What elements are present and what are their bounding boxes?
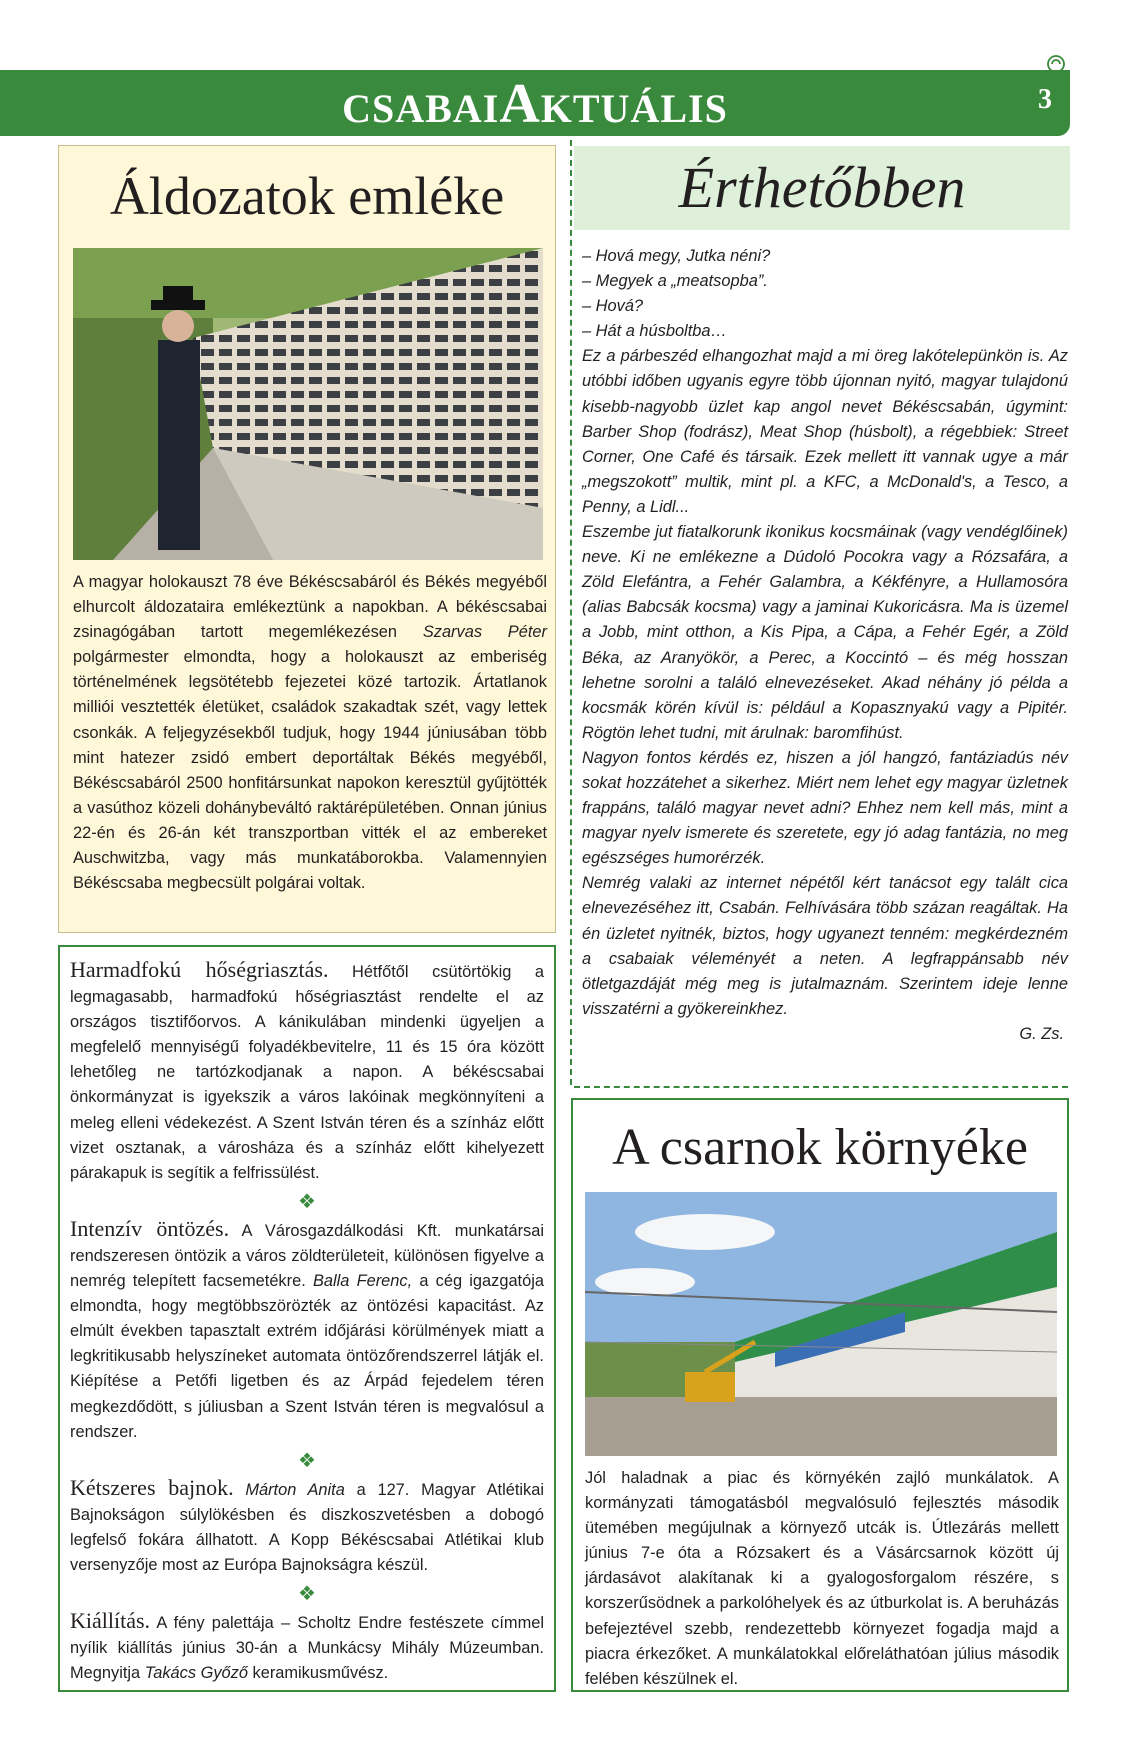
paragraph: Ez a párbeszéd elhangozhat majd a mi öreg lakótelepünkön is. Az utóbbi időben ugyanis egyre több újonnan nyitó, magyar tulajdonú kisebb-nagyobb üzlet kap angol nevet Békéscsabán, úgymint: Barber Shop (fodrász), Meat Shop (húsbolt), a régebbiek: Street Corner, One Café és társaik. Ezek mellett itt vannak ugye a már „megszokott” multik, mint pl. a KFC, a McDonald's, a Tesco, a Penny, a Lidl...	[582, 347, 1068, 516]
article-aldozatok	[58, 145, 556, 933]
author-signature: G. Zs.	[1019, 1024, 1064, 1043]
article-title: Áldozatok emléke	[109, 166, 505, 226]
article-body: A magyar holokauszt 78 éve Békéscsabáról és Békés megyéből elhurcolt áldozataira emlékeztünk a napokban. A békéscsabai zsinagógában tartott megemlékezésen Szarvas Péter polgármester elmondta, hogy a holokauszt az emberiség történelmének legsötétebb fejezetei közé tartozik. Ártatlanok milliói vesztették életüket, családok szakadtak szét, vagy lettek csonkák. A feljegyzésekből tudjuk, hogy 1944 júniusában több mint hatezer zsidó embert deportáltak Békés megyéből, Békéscsabáról 2500 honfitársunkat napokon keresztül gyűjtötték a vasúthoz közeli dohánybeváltó raktárépületében. Onnan június 22-én és 26-án két transzportban vitték el az embereket Auschwitzba, vagy más munkatáborokba. Valamennyien Békéscsaba megbecsült polgárai voltak.	[73, 573, 547, 893]
article-title: A csarnok környéke	[612, 1119, 1028, 1176]
article-ertethobben-header	[574, 146, 1070, 230]
diamond-separator-icon: ❖	[298, 1449, 316, 1472]
news-kicker: Kétszeres bajnok.	[70, 1474, 234, 1500]
masthead	[0, 70, 1070, 136]
dialogue-line: – Hát a húsboltba…	[582, 322, 727, 341]
news-kicker: Intenzív öntözés.	[70, 1215, 230, 1241]
news-item: Kétszeres bajnok. Márton Anita a 127. Magyar Atlétikai Bajnokságon súlylökésben és diszkoszvetésben a dobogó legfelső fokára állhatott. A Kopp Békéscsabai Atlétikai klub versenyzője most az Európa Bajnokságra készül.	[70, 1474, 544, 1574]
news-kicker: Kiállítás.	[70, 1608, 151, 1634]
news-kicker: Harmadfokú hőségriasztás.	[70, 957, 329, 982]
dialogue-line: – Hová?	[582, 297, 644, 316]
diamond-separator-icon: ❖	[298, 1583, 316, 1606]
news-item: Intenzív öntözés. A Városgazdálkodási Kft. munkatársai rendszeresen öntözik a város zöldterületeit, különösen figyelve a nemrég telepített facsemetékre. Balla Ferenc, a cég igazgatója elmondta, hogy megtöbbszörözték az öntözési kapacitást. Az elmúlt években tapasztalt extrém időjárási körülmények miatt a legkritikusabb helyszíneket automata öntözőrendszerrel látják el. Kiépítése a Petőfi ligetben és az Árpád fejedelem téren megkezdődött, s júliusban a Szent István téren is megvalósul a rendszer.	[70, 1215, 544, 1441]
paragraph: Eszembe jut fiatalkorunk ikonikus kocsmáinak (vagy vendéglőinek) neve. Ki ne emlékezne a Dúdoló Pocokra vagy a Rózsafára, a Zöld Elefántra, a Fehér Galambra, a Kékfényre, a Hullamosóra (alias Babcsák kocsma) vagy a jaminai Kukoricásra. Ma is üzemel a Jobb, mint otthon, a Kis Pipa, a Cápa, a Fehér Egér, a Zöld Béka, az Aranyökör, a Perec, a Koccintó – és még hosszan lehetne sorolni a találó elnevezéseket. Akad néhány jó példa a kocsmák körén kívül is: például a Kopasznyakú vagy a Pipitér. Rögtön lehet tudni, mit árulnak: baromfihúst.	[582, 523, 1068, 742]
paragraph: Nemrég valaki az internet népétől kért tanácsot egy talált cica elnevezéséhez itt, Csabán. Felhívására több százan reagáltak. Ha én üzletet nyitnék, biztos, hogy ugyanezt tenném: megkérdezném a csabaiak véleményét a neten. A legfrappánsabb név ötletgazdáját még meg is jutalmaznám. Szerintem ideje lenne visszatérni a gyökereinkhez.	[582, 874, 1068, 1018]
paragraph: Nagyon fontos kérdés ez, hiszen a jól hangzó, fantáziadús név sokat hozzátehet a sikerhez. Miért nem lehet egy magyar üzletnek frappáns, találó magyar nevet adni? Ehhez nem kell más, mint a magyar nyelv ismerete és szeretete, egy jó adag fantázia, no meg egészséges humorérzék.	[582, 748, 1068, 868]
dialogue-line: – Hová megy, Jutka néni?	[582, 247, 771, 265]
dialogue-line: – Megyek a „meatsopba”.	[582, 272, 768, 291]
article-title: Érthetőbben	[678, 155, 966, 220]
market-hall-construction-photo	[585, 1192, 1057, 1456]
memorial-wall-photo	[73, 248, 543, 560]
column-divider	[570, 140, 572, 1085]
article-ertethobben-body	[582, 244, 1068, 1047]
page-number: 3	[1038, 84, 1052, 115]
news-item: Kiállítás. A fény palettája – Scholtz Endre festészete címmel nyílik kiállítás június 30-án a Munkácsy Mihály Múzeumban. Megnyitja Takács Győző keramikusművész.	[70, 1608, 544, 1683]
article-csarnok	[571, 1098, 1069, 1692]
news-briefs	[58, 945, 556, 1692]
diamond-separator-icon: ❖	[298, 1190, 316, 1213]
news-item: Harmadfokú hőségriasztás. Hétfőtől csütörtökig a legmagasabb, harmadfokú hőségriasztást rendelte el az országos tisztifőorvos. A kánikulában mindenki ügyeljen a megfelelő mennyiségű folyadékbevitelre, 11 és 15 óra között lehetőleg ne tartózkodjanak a napon. A békéscsabai önkormányzat is igyekszik a város lakóinak megkönnyíteni a meleg elleni védekezést. A Szent István téren és a színház előtt vizet osztanak, a városháza és a színház előtt kihelyezett párakapuk is segítik a felfrissülést.	[70, 957, 544, 1182]
masthead-title: CSABAIAKTUÁLIS	[342, 73, 728, 135]
article-body: Jól haladnak a piac és környékén zajló munkálatok. A kormányzati támogatásból megvalósuló fejlesztés második ütemében megújulnak a környező utcák is. Útlezárás mellett június 7-e óta a Rózsakert és a Vásárcsarnok között új járdasávot alakítanak ki a gyalogosforgalom részére, s korszerűsödnek a parkolóhelyek és az útburkolat is. A beruházás befejeztével szebb, rendezettebb környezet fogadja majd a piacra érkezőket. A munkálatokkal előreláthatóan július második felében készülnek el.	[585, 1469, 1059, 1688]
section-divider	[574, 1086, 1068, 1088]
